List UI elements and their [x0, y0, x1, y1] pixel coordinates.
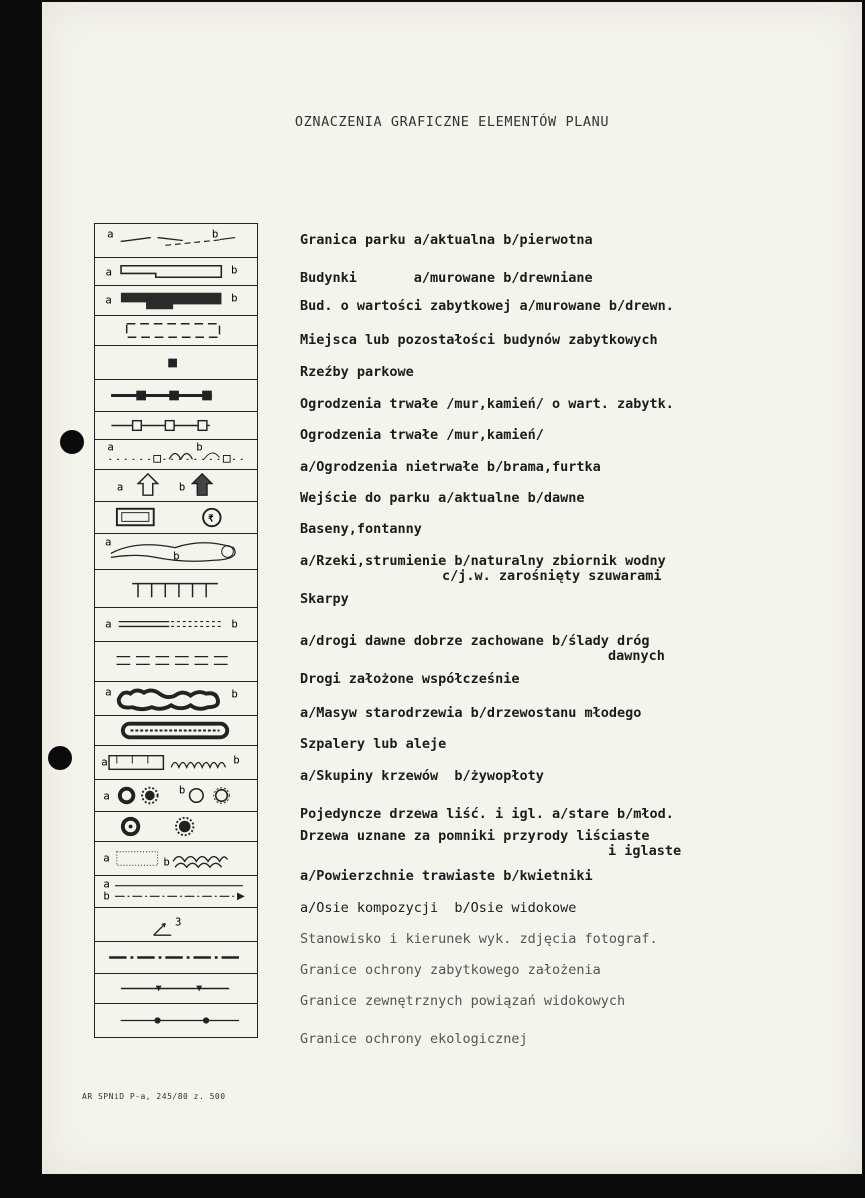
svg-text:b: b — [196, 440, 203, 454]
symbol-old-tree-stand — [95, 682, 257, 716]
legend-row-7: Ogrodzenia trwałe /mur,kamień/ — [300, 427, 544, 443]
svg-text:a: a — [103, 789, 110, 803]
symbol-fence — [95, 412, 257, 440]
symbol-view-links-boundary — [95, 974, 257, 1004]
legend-row-14: Drogi założone współcześnie — [300, 671, 520, 687]
symbol-temporary-fence-gate — [95, 440, 257, 470]
legend-row-21: a/Osie kompozycji b/Osie widokowe — [300, 900, 577, 916]
legend-row-18: Pojedyncze drzewa liść. i igl. a/stare b/młod. — [300, 806, 674, 822]
svg-text:b: b — [230, 264, 238, 277]
symbol-old-roads — [95, 608, 257, 642]
symbol-photo-station — [95, 908, 257, 942]
legend-row-11-cont: c/j.w. zarośnięty szuwarami — [442, 568, 662, 584]
legend-row-3: Bud. o wartości zabytkowej a/murowane b/drewn. — [300, 298, 674, 314]
svg-text:b: b — [163, 855, 170, 869]
svg-text:₹: ₹ — [207, 513, 214, 525]
legend-row-19: Drzewa uznane za pomniki przyrody liściaste — [300, 828, 650, 844]
legend-row-5: Rzeźby parkowe — [300, 364, 414, 380]
legend-row-20: a/Powierzchnie trawiaste b/kwietniki — [300, 868, 593, 884]
svg-text:a: a — [103, 877, 110, 891]
legend-row-22: Stanowisko i kierunek wyk. zdjęcia fotograf. — [300, 931, 658, 947]
symbol-ecological-boundary — [95, 1004, 257, 1038]
svg-text:b: b — [178, 783, 186, 797]
symbol-single-trees — [95, 780, 257, 812]
svg-text:b: b — [173, 549, 180, 563]
svg-text:a: a — [107, 227, 114, 241]
legend-row-25: Granice ochrony ekologicznej — [300, 1031, 528, 1047]
legend-row-10: Baseny,fontanny — [300, 521, 422, 537]
legend-row-13-cont: dawnych — [608, 648, 665, 664]
legend-row-6: Ogrodzenia trwałe /mur,kamień/ o wart. zabytk. — [300, 396, 674, 412]
legend-row-16: Szpalery lub aleje — [300, 736, 447, 752]
symbol-buildings — [95, 258, 257, 286]
symbol-historic-fence — [95, 380, 257, 412]
svg-text:b: b — [103, 889, 110, 903]
punch-hole-top — [60, 430, 84, 454]
svg-text:a: a — [105, 685, 112, 699]
legend-row-19-cont: i iglaste — [608, 843, 682, 859]
svg-text:b: b — [233, 753, 240, 767]
symbol-lawns-flowerbeds — [95, 842, 257, 876]
symbol-modern-roads — [95, 642, 257, 682]
symbol-escarpments — [95, 570, 257, 608]
svg-text:a: a — [105, 535, 112, 549]
legend-row-2: Budynki a/murowane b/drewniane — [300, 270, 593, 286]
svg-text:3: 3 — [175, 915, 182, 929]
legend-row-24: Granice zewnętrznych powiązań widokowych — [300, 993, 626, 1009]
svg-text:b: b — [231, 687, 238, 701]
symbol-composition-axes — [95, 876, 257, 908]
symbol-shrubs-hedges — [95, 746, 257, 780]
svg-text:a: a — [101, 755, 108, 769]
symbol-sculpture — [95, 346, 257, 380]
legend-symbol-table — [94, 223, 258, 1038]
legend-row-11: a/Rzeki,strumienie b/naturalny zbiornik wodny — [300, 553, 666, 569]
svg-text:b: b — [231, 617, 238, 631]
svg-text:b: b — [231, 291, 238, 305]
document-page — [42, 2, 862, 1174]
symbol-building-remains — [95, 316, 257, 346]
legend-row-17: a/Skupiny krzewów b/żywopłoty — [300, 768, 544, 784]
legend-row-4: Miejsca lub pozostałości budynów zabytkowych — [300, 332, 658, 348]
symbol-park-entrance — [95, 470, 257, 502]
legend-row-12: Skarpy — [300, 591, 349, 607]
symbol-historic-protection-boundary — [95, 942, 257, 974]
legend-row-8: a/Ogrodzenia nietrwałe b/brama,furtka — [300, 459, 601, 475]
symbol-pools-fountains — [95, 502, 257, 534]
symbol-monument-trees — [95, 812, 257, 842]
punch-hole-bottom — [48, 746, 72, 770]
symbol-park-boundary — [95, 224, 257, 258]
page-title: OZNACZENIA GRAFICZNE ELEMENTÓW PLANU — [294, 114, 610, 130]
legend-row-23: Granice ochrony zabytkowego założenia — [300, 962, 601, 978]
svg-text:a: a — [105, 293, 112, 307]
symbol-avenues — [95, 716, 257, 746]
svg-text:b: b — [211, 227, 219, 241]
svg-text:a: a — [105, 266, 112, 279]
svg-text:b: b — [178, 480, 186, 494]
legend-row-9: Wejście do parku a/aktualne b/dawne — [300, 490, 585, 506]
svg-text:a: a — [116, 480, 124, 494]
svg-text:a: a — [103, 851, 110, 865]
svg-text:a: a — [107, 440, 114, 454]
legend-row-1: Granica parku a/aktualna b/pierwotna — [300, 232, 593, 248]
legend-row-13: a/drogi dawne dobrze zachowane b/ślady dróg — [300, 633, 650, 649]
legend-row-15: a/Masyw starodrzewia b/drzewostanu młodego — [300, 705, 642, 721]
symbol-rivers-ponds — [95, 534, 257, 570]
archive-reference: AR SPNiD P-a, 245/80 z. 500 — [82, 1092, 226, 1101]
svg-text:a: a — [105, 617, 112, 631]
symbol-historic-buildings — [95, 286, 257, 316]
